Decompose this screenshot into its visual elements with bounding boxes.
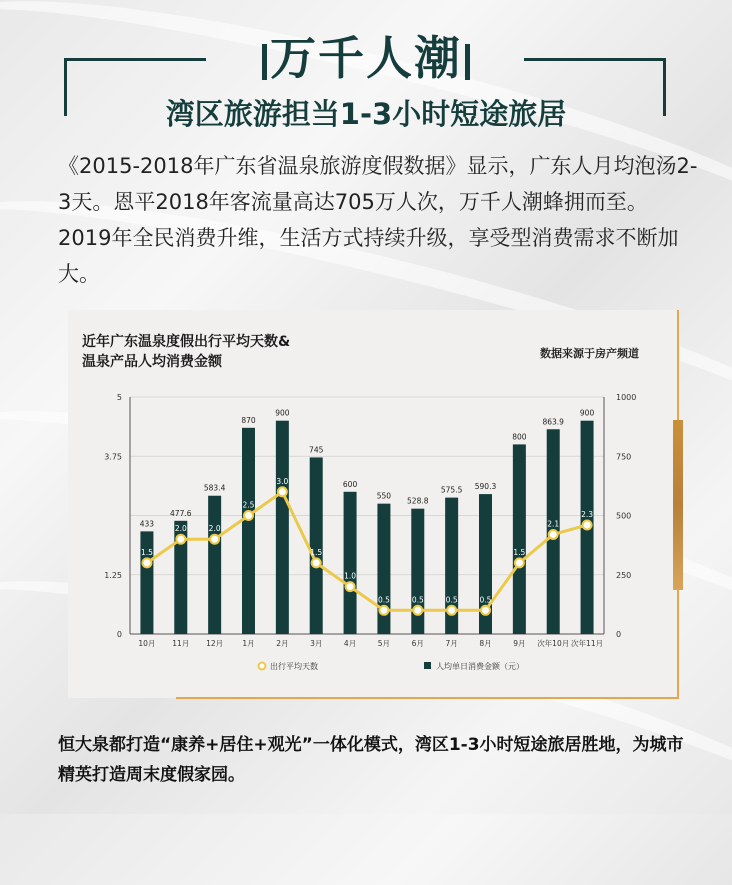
bar-data-label: 745 bbox=[309, 445, 324, 455]
bar-data-label: 800 bbox=[512, 432, 527, 442]
x-tick-label: 4月 bbox=[343, 639, 357, 648]
x-tick-label: 10月 bbox=[138, 639, 156, 648]
bar-data-label: 863.9 bbox=[542, 417, 564, 427]
y-right-tick-label: 500 bbox=[616, 511, 632, 521]
legend-bar-label: 人均单日消费金额（元） bbox=[436, 662, 524, 671]
line-data-label: 1.0 bbox=[344, 571, 357, 581]
bar bbox=[344, 492, 357, 634]
line-point bbox=[515, 558, 524, 567]
bar-data-label: 550 bbox=[376, 491, 392, 501]
bar-data-label: 870 bbox=[241, 415, 256, 425]
line-data-label: 2.1 bbox=[547, 519, 560, 529]
y-right-tick-label: 1000 bbox=[616, 393, 637, 402]
line-point bbox=[583, 520, 592, 529]
line-data-label: 2.0 bbox=[208, 524, 221, 534]
legend-bar-marker bbox=[424, 662, 431, 669]
x-tick-label: 5月 bbox=[377, 639, 391, 648]
chart-source: 数据来源于房产频道 bbox=[540, 347, 639, 360]
page-subtitle: 湾区旅游担当1-3小时短途旅居 bbox=[165, 97, 567, 131]
legend-line-label: 出行平均天数 bbox=[270, 662, 318, 671]
bar bbox=[310, 457, 323, 634]
line-data-label: 2.3 bbox=[581, 509, 594, 519]
line-point bbox=[312, 558, 321, 567]
line-point bbox=[142, 558, 151, 567]
bar-data-label: 575.5 bbox=[440, 485, 463, 495]
x-tick-label: 7月 bbox=[445, 639, 458, 648]
chart-title-line-2: 温泉产品人均消费金额 bbox=[82, 354, 222, 370]
x-tick-label: 次年10月 bbox=[537, 639, 570, 648]
line-data-label: 2.0 bbox=[174, 524, 187, 534]
bar bbox=[242, 428, 255, 634]
line-point bbox=[413, 606, 422, 615]
y-left-tick-label: 0 bbox=[116, 630, 122, 639]
bar bbox=[208, 496, 221, 634]
y-right-tick-label: 750 bbox=[616, 452, 632, 462]
x-tick-label: 12月 bbox=[206, 639, 224, 648]
bar-data-label: 583.4 bbox=[203, 483, 226, 493]
line-point bbox=[176, 535, 185, 544]
bar bbox=[513, 444, 526, 634]
bar-data-label: 590.3 bbox=[474, 482, 497, 492]
y-left-tick-label: 3.75 bbox=[104, 452, 122, 462]
bar-data-label: 600 bbox=[342, 479, 358, 489]
line-point bbox=[447, 606, 456, 615]
line-point bbox=[210, 535, 219, 544]
page-title: 万千人潮 bbox=[0, 22, 732, 88]
bar-data-label: 477.6 bbox=[170, 508, 192, 518]
line-data-label: 1.5 bbox=[513, 547, 526, 557]
y-left-tick-label: 1.25 bbox=[104, 570, 122, 580]
legend-line-marker bbox=[259, 663, 266, 670]
line-point bbox=[481, 606, 490, 615]
chart-title-line-1: 近年广东温泉度假出行平均天数& bbox=[82, 334, 291, 350]
bar-data-label: 900 bbox=[275, 408, 290, 418]
footer-paragraph: 恒大泉都打造“康养+居住+观光”一体化模式，湾区1-3小时短途旅居胜地，为城市精英打造周末度假家园。 bbox=[58, 735, 684, 785]
x-tick-label: 8月 bbox=[479, 639, 492, 648]
x-tick-label: 3月 bbox=[310, 639, 323, 648]
x-tick-label: 次年11月 bbox=[571, 639, 604, 648]
line-data-label: 0.5 bbox=[445, 595, 458, 605]
y-left-tick-label: 5 bbox=[116, 393, 122, 402]
line-data-label: 0.5 bbox=[411, 595, 424, 605]
bar bbox=[276, 421, 289, 634]
y-right-tick-label: 250 bbox=[616, 570, 632, 580]
line-data-label: 2.5 bbox=[242, 500, 255, 510]
line-data-label: 0.5 bbox=[479, 595, 492, 605]
bar bbox=[140, 531, 153, 634]
bar-data-label: 433 bbox=[139, 519, 155, 529]
x-tick-label: 6月 bbox=[411, 639, 424, 648]
line-point bbox=[278, 487, 287, 496]
line-point bbox=[549, 530, 558, 539]
intro-paragraph: 《2015-2018年广东省温泉旅游度假数据》显示，广东人月均泡汤2-3天。恩平2018年客流量高达705万人次，万千人潮蜂拥而至。2019年全民消费升维，生活方式持续升级，享受型消费需求不断加大。 bbox=[58, 154, 698, 286]
line-point bbox=[346, 582, 355, 591]
x-tick-label: 1月 bbox=[242, 639, 255, 648]
x-tick-label: 11月 bbox=[172, 639, 190, 648]
bar-data-label: 528.8 bbox=[407, 496, 429, 506]
y-right-tick-label: 0 bbox=[616, 630, 622, 639]
line-data-label: 1.5 bbox=[310, 547, 323, 557]
line-point bbox=[379, 606, 388, 615]
line-data-label: 3.0 bbox=[276, 476, 289, 486]
bar-data-label: 900 bbox=[579, 408, 595, 418]
line-point bbox=[244, 511, 253, 520]
x-tick-label: 9月 bbox=[513, 639, 526, 648]
line-data-label: 1.5 bbox=[140, 547, 153, 557]
line-data-label: 0.5 bbox=[377, 595, 390, 605]
x-tick-label: 2月 bbox=[276, 639, 289, 648]
